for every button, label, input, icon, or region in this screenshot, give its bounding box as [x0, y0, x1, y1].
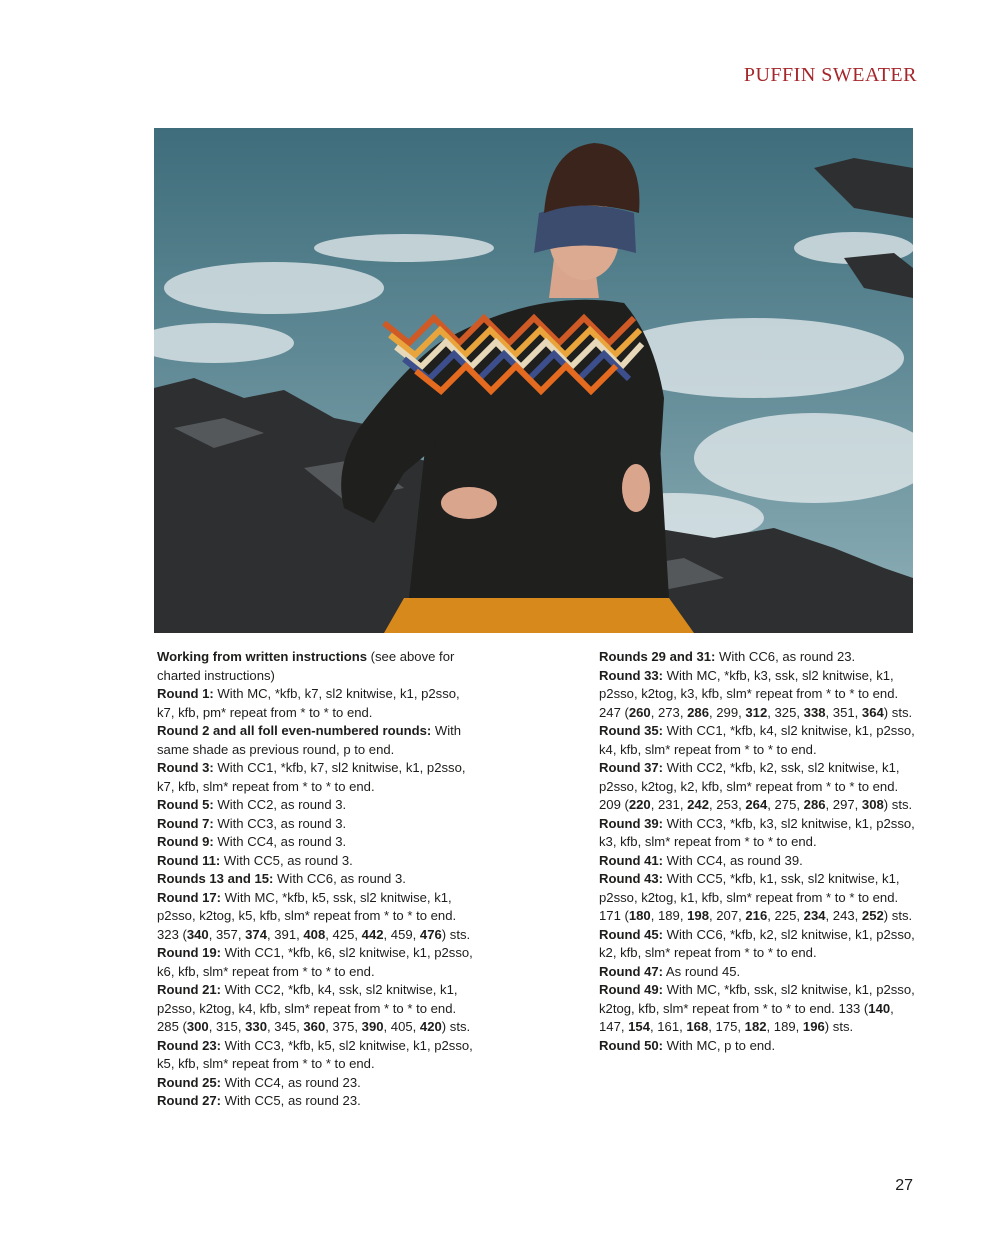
instruction-text-run: With MC, *kfb, k7, sl2 knitwise, k1, p2sso, k7, kfb, pm* repeat from * to * to end. [157, 686, 460, 720]
instruction-text-run: ) sts. [824, 1019, 854, 1034]
instruction-bold-run: Rounds 29 and 31: [599, 649, 716, 664]
instruction-text-run: , 189, [766, 1019, 803, 1034]
instruction-text-run: With same shade as previous round, p to end. [157, 723, 462, 757]
instruction-bold-run: Round 45: [599, 926, 664, 942]
instruction-bold-run: 374 [245, 926, 267, 942]
instruction-bold-run: 364 [861, 704, 884, 720]
instruction-text-run: With MC, *kfb, k5, ssk, sl2 knitwise, k1, p2sso, k2tog, k5, kfb, slm* repeat from * to * to end. 323 ( [157, 889, 457, 942]
instruction-paragraph [599, 667, 917, 723]
instruction-bold-run: Round 3: [157, 760, 214, 775]
instruction-bold-run: 420 [419, 1019, 442, 1034]
instruction-bold-run: 408 [303, 926, 326, 942]
instruction-bold-run: 168 [686, 1019, 709, 1034]
instruction-text-run: , 325, [767, 704, 804, 720]
instruction-paragraph [157, 1037, 475, 1074]
instruction-paragraph [157, 648, 475, 685]
instruction-text-run: With CC3, *kfb, k5, sl2 knitwise, k1, p2sso, k5, kfb, slm* repeat from * to * to end. [157, 1037, 473, 1071]
instruction-bold-run: 242 [687, 797, 709, 812]
instruction-paragraph [157, 815, 475, 834]
instruction-bold-run: 252 [861, 908, 884, 923]
instruction-bold-run: 180 [628, 908, 651, 923]
instruction-text-run: With CC5, as round 3. [220, 852, 353, 868]
instruction-bold-run: Round 1: [157, 686, 214, 701]
instruction-text-run: With CC5, *kfb, k1, ssk, sl2 knitwise, k1, p2sso, k2tog, k1, kfb, slm* repeat from * to * to end. 171 ( [599, 871, 900, 923]
instruction-text-run: With CC6, as round 3. [273, 871, 406, 886]
instruction-text-run: With CC2, *kfb, k2, ssk, sl2 knitwise, k1, p2sso, k2tog, k2, kfb, slm* repeat from * to * to end. 209 ( [599, 760, 900, 812]
instructions-column-right [599, 648, 917, 1055]
instruction-bold-run: Round 37: [599, 760, 664, 775]
instruction-paragraph [599, 963, 917, 982]
instruction-text-run: With CC1, *kfb, k6, sl2 knitwise, k1, p2sso, k6, kfb, slm* repeat from * to * to end. [157, 945, 473, 979]
instruction-paragraph [157, 796, 475, 815]
instruction-paragraph [599, 926, 917, 963]
instruction-bold-run: Round 25: [157, 1074, 222, 1090]
instruction-paragraph [157, 833, 475, 852]
sweater-photo [154, 128, 913, 633]
instruction-bold-run: 390 [361, 1019, 384, 1034]
instruction-text-run: With MC, *kfb, ssk, sl2 knitwise, k1, p2sso, k2tog, kfb, slm* repeat from * to * to end. 133 ( [599, 982, 915, 1016]
instruction-text-run: With CC1, *kfb, k4, sl2 knitwise, k1, p2sso, k4, kfb, slm* repeat from * to * to end. [599, 723, 915, 757]
instruction-paragraph [157, 981, 475, 1037]
instruction-paragraph [157, 722, 475, 759]
instruction-bold-run: Round 19: [157, 945, 222, 960]
instruction-text-run: , 161, [649, 1019, 687, 1034]
instruction-bold-run: 286 [803, 797, 826, 812]
instruction-text-run: With CC6, as round 23. [715, 649, 856, 664]
instruction-text-run: , 273, [650, 704, 688, 720]
instruction-bold-run: 286 [687, 704, 709, 720]
instruction-bold-run: 442 [361, 926, 384, 942]
instruction-text-run: With CC6, *kfb, k2, sl2 knitwise, k1, p2sso, k2, kfb, slm* repeat from * to * to end. [599, 926, 915, 960]
instruction-text-run: (see above for charted instructions) [157, 649, 455, 683]
instruction-text-run: , 243, [825, 908, 862, 923]
instruction-text-run: , 297, [825, 797, 862, 812]
instruction-text-run: , 299, [708, 704, 746, 720]
instruction-text-run: , 405, [383, 1019, 420, 1034]
instruction-text-run: , 351, [825, 704, 862, 720]
instruction-bold-run: 198 [687, 908, 709, 923]
instruction-text-run: , 225, [767, 908, 804, 923]
instruction-paragraph [599, 1037, 917, 1056]
instruction-bold-run: 216 [745, 908, 768, 923]
instruction-bold-run: Round 21: [157, 982, 222, 997]
instruction-paragraph [599, 648, 917, 667]
instruction-bold-run: Round 43: [599, 871, 664, 886]
instructions-column-left [157, 648, 475, 1111]
instruction-paragraph [157, 944, 475, 981]
instruction-text-run: , 275, [767, 797, 804, 812]
instruction-text-run: , 357, [208, 926, 246, 942]
instruction-bold-run: Rounds 13 and 15: [157, 871, 274, 886]
instruction-bold-run: Working from written instructions [157, 649, 367, 664]
instruction-bold-run: Round 2 and all foll even-numbered rounds: [157, 723, 432, 738]
photo-illustration [154, 128, 913, 633]
instruction-bold-run: Round 27: [157, 1093, 222, 1108]
instruction-text-run: ) sts. [441, 926, 471, 942]
instruction-paragraph [599, 815, 917, 852]
instruction-bold-run: 220 [628, 797, 651, 812]
instruction-text-run: With CC3, *kfb, k3, sl2 knitwise, k1, p2sso, k3, kfb, slm* repeat from * to * to end. [599, 815, 915, 849]
instruction-bold-run: 476 [419, 926, 442, 942]
instruction-text-run: , 375, [325, 1019, 362, 1034]
instruction-text-run: , 231, [650, 797, 688, 812]
instruction-paragraph [599, 759, 917, 815]
instruction-text-run: , 345, [266, 1019, 304, 1034]
instruction-text-run: With CC1, *kfb, k7, sl2 knitwise, k1, p2sso, k7, kfb, slm* repeat from * to * to end. [157, 760, 466, 794]
instruction-text-run: , 189, [650, 908, 688, 923]
instruction-text-run: , 147, [599, 1000, 894, 1034]
instruction-text-run: , 175, [708, 1019, 745, 1034]
instruction-paragraph [157, 1074, 475, 1093]
instruction-text-run: , 253, [708, 797, 746, 812]
instruction-text-run: ) sts. [883, 908, 913, 923]
instruction-bold-run: 264 [745, 797, 768, 812]
instruction-text-run: With CC4, as round 3. [213, 834, 347, 849]
instruction-text-run: ) sts. [883, 797, 913, 812]
instruction-bold-run: 260 [628, 704, 651, 720]
instruction-bold-run: Round 47: [599, 963, 664, 979]
instruction-paragraph [157, 852, 475, 871]
instruction-bold-run: 154 [628, 1019, 650, 1034]
instruction-paragraph [157, 870, 475, 889]
instruction-text-run: With CC3, as round 3. [213, 815, 347, 831]
instruction-bold-run: Round 11: [157, 852, 221, 868]
instruction-bold-run: 330 [245, 1019, 267, 1034]
instruction-bold-run: Round 35: [599, 723, 664, 738]
instruction-bold-run: Round 17: [157, 889, 222, 905]
instruction-bold-run: 300 [186, 1019, 209, 1034]
instruction-paragraph [599, 852, 917, 871]
instruction-bold-run: Round 9: [157, 834, 214, 849]
instruction-text-run: , 391, [266, 926, 304, 942]
instruction-text-run: With CC4, as round 39. [663, 852, 803, 868]
instruction-text-run: , 315, [208, 1019, 246, 1034]
instruction-bold-run: 140 [868, 1000, 891, 1016]
instruction-paragraph [157, 759, 475, 796]
instruction-bold-run: Round 39: [599, 815, 664, 831]
instruction-paragraph [157, 889, 475, 945]
instruction-bold-run: Round 5: [157, 797, 214, 812]
instruction-text-run: With MC, *kfb, k3, ssk, sl2 knitwise, k1, p2sso, k2tog, k3, kfb, slm* repeat from * to * to end. 247 ( [599, 667, 899, 720]
instruction-bold-run: Round 49: [599, 982, 664, 997]
instruction-text-run: With CC5, as round 23. [221, 1093, 361, 1108]
instruction-text-run: With CC4, as round 23. [221, 1074, 361, 1090]
instruction-text-run: , 425, [325, 926, 362, 942]
instruction-bold-run: Round 23: [157, 1037, 222, 1053]
instruction-text-run: With MC, p to end. [663, 1037, 776, 1053]
instruction-text-run: As round 45. [663, 963, 741, 979]
instruction-text-run: ) sts. [883, 704, 913, 720]
instruction-bold-run: Round 7: [157, 815, 214, 831]
instruction-text-run: , 207, [708, 908, 746, 923]
instruction-bold-run: 182 [744, 1019, 767, 1034]
instruction-paragraph [157, 1092, 475, 1111]
instruction-text-run: With CC2, as round 3. [213, 797, 347, 812]
page-number: 27 [895, 1177, 913, 1194]
instruction-bold-run: 360 [303, 1019, 326, 1034]
instruction-bold-run: 338 [803, 704, 826, 720]
running-head-title: PUFFIN SWEATER [743, 64, 917, 86]
instruction-bold-run: Round 50: [599, 1037, 664, 1053]
instruction-bold-run: 340 [186, 926, 209, 942]
instruction-bold-run: 312 [745, 704, 768, 720]
instruction-paragraph [599, 722, 917, 759]
instruction-text-run: , 459, [383, 926, 420, 942]
skirt [384, 598, 694, 633]
instruction-text-run: ) sts. [441, 1019, 471, 1034]
instruction-bold-run: Round 41: [599, 852, 664, 868]
instruction-text-run: With CC2, *kfb, k4, ssk, sl2 knitwise, k1, p2sso, k2tog, k4, kfb, slm* repeat from * to * to end. 285 ( [157, 982, 458, 1034]
instruction-bold-run: 196 [802, 1019, 825, 1034]
instruction-bold-run: Round 33: [599, 667, 664, 683]
instruction-bold-run: 308 [861, 797, 884, 812]
instruction-bold-run: 234 [803, 908, 826, 923]
instruction-paragraph [599, 870, 917, 926]
instruction-paragraph [599, 981, 917, 1037]
instruction-paragraph [157, 685, 475, 722]
